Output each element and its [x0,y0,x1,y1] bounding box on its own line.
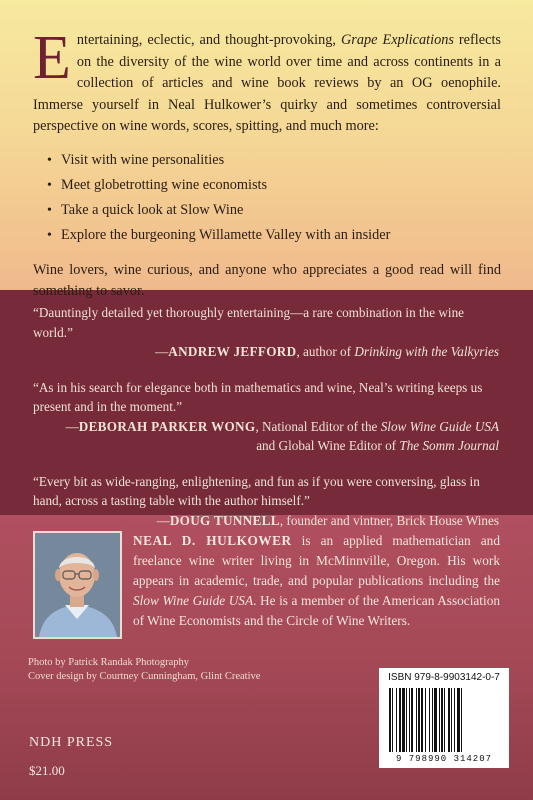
barcode-bar [418,688,420,752]
barcode-bar [409,688,410,752]
credits [28,656,260,684]
barcode-bar [411,688,413,752]
barcode-bar [439,688,440,752]
guide-title: Slow Wine Guide USA [133,593,254,608]
drop-cap: E [33,24,71,92]
price: $21.00 [29,763,65,778]
quote-attribution: —DOUG TUNNELL, founder and vintner, Brick House Wines [156,512,499,528]
blurb [33,24,501,303]
isbn-label: ISBN 979-8-9903142-0-7 [388,672,500,683]
barcode-bar [396,688,397,752]
quote-author: DOUG TUNNELL [169,512,280,528]
bullet-icon: • [47,202,52,218]
bullet-icon: • [47,152,52,168]
barcode-icon [387,688,501,752]
quote-author: DEBORAH PARKER WONG [78,418,256,434]
bullet-icon: • [47,227,52,243]
barcode-bar [421,688,423,752]
blurb-text-b: reflects on the diversity of the wine world over time and across continents in a collection of articles and wine book reviews by an OG oenophile. Immerse yourself in Neal Hulkower’s quirky and sometimes controversial perspective on wine words, scores, spitting, and much more: [33,32,501,134]
photo-credit: Photo by Patrick Randak Photography [28,657,189,668]
bullet-item: • Take a quick look at Slow Wine [33,198,501,223]
barcode-bar [402,688,405,752]
endorsements [33,303,499,546]
quote-text: “Every bit as wide-ranging, enlightening, and fun as if you were conversing, glass in hand, across a tasting table with the author himself.” [33,473,480,508]
quote-author: ANDREW JEFFORD [168,344,297,359]
barcode-bar [451,688,452,752]
quote-attribution: —DEBORAH PARKER WONG, National Editor of the Slow Wine Guide USA [65,418,499,434]
bullet-list [33,148,501,248]
endorsement [33,378,499,456]
barcode-number: 9 798990 314207 [395,754,492,764]
barcode-bar [448,688,450,752]
quote-attribution: —ANDREW JEFFORD, author of Drinking with the Valkyries [155,344,499,359]
quote-text: “Dauntingly detailed yet thoroughly entertaining—a rare combination in the wine world.” [33,305,465,340]
cover-credit: Cover design by Courtney Cunningham, Glint Creative [28,671,261,682]
bullet-icon: • [47,177,52,193]
barcode-bar [425,688,426,752]
endorsement [33,303,499,362]
barcode-bar [441,688,443,752]
bullet-item: • Visit with wine personalities [33,148,501,173]
barcode-bar [432,688,433,752]
barcode-bar [429,688,430,752]
author-portrait-icon [35,533,120,637]
book-title: Grape Explications [340,32,454,48]
barcode-bar [389,688,391,752]
bullet-item: • Meet globetrotting wine economists [33,173,501,198]
quote-work: The Somm Journal [399,438,499,453]
endorsement [33,472,499,531]
author-bio: NEAL D. HULKOWER is an applied mathematician and freelance wine writer living in McMinnville, Oregon. His work appears in academic, trade, and popular publications including the Slow Wine Guide USA. He is a member of the American Association of Wine Economists and the Circle of Wine Writers. [133,533,500,628]
bullet-item: • Explore the burgeoning Willamette Valley with an insider [33,223,501,248]
barcode-bar [444,688,445,752]
barcode-bar [461,688,462,752]
barcode-bar [457,688,460,752]
barcode-bar [399,688,401,752]
closing-text: Wine lovers, wine curious, and anyone who appreciates a good read will find something to savor. [33,261,501,299]
quote-attribution-line2: and Global Wine Editor of The Somm Journal [256,438,499,453]
blurb-text-a: ntertaining, eclectic, and thought-provoking, [76,32,341,48]
quote-work: Slow Wine Guide USA [380,418,499,434]
quote-text: “As in his search for elegance both in mathematics and wine, Neal’s writing keeps us present and in the moment.” [33,379,483,414]
barcode-bar [392,688,393,752]
barcode-box [379,668,509,768]
barcode-bar [434,688,437,752]
barcode-bar [416,688,417,752]
author-photo [33,531,122,639]
quote-work: Drinking with the Valkyries [354,344,499,359]
barcode-bar [454,688,455,752]
publisher: NDH PRESS [29,735,114,750]
barcode-bar [406,688,407,752]
author-name: NEAL D. HULKOWER [133,533,292,548]
